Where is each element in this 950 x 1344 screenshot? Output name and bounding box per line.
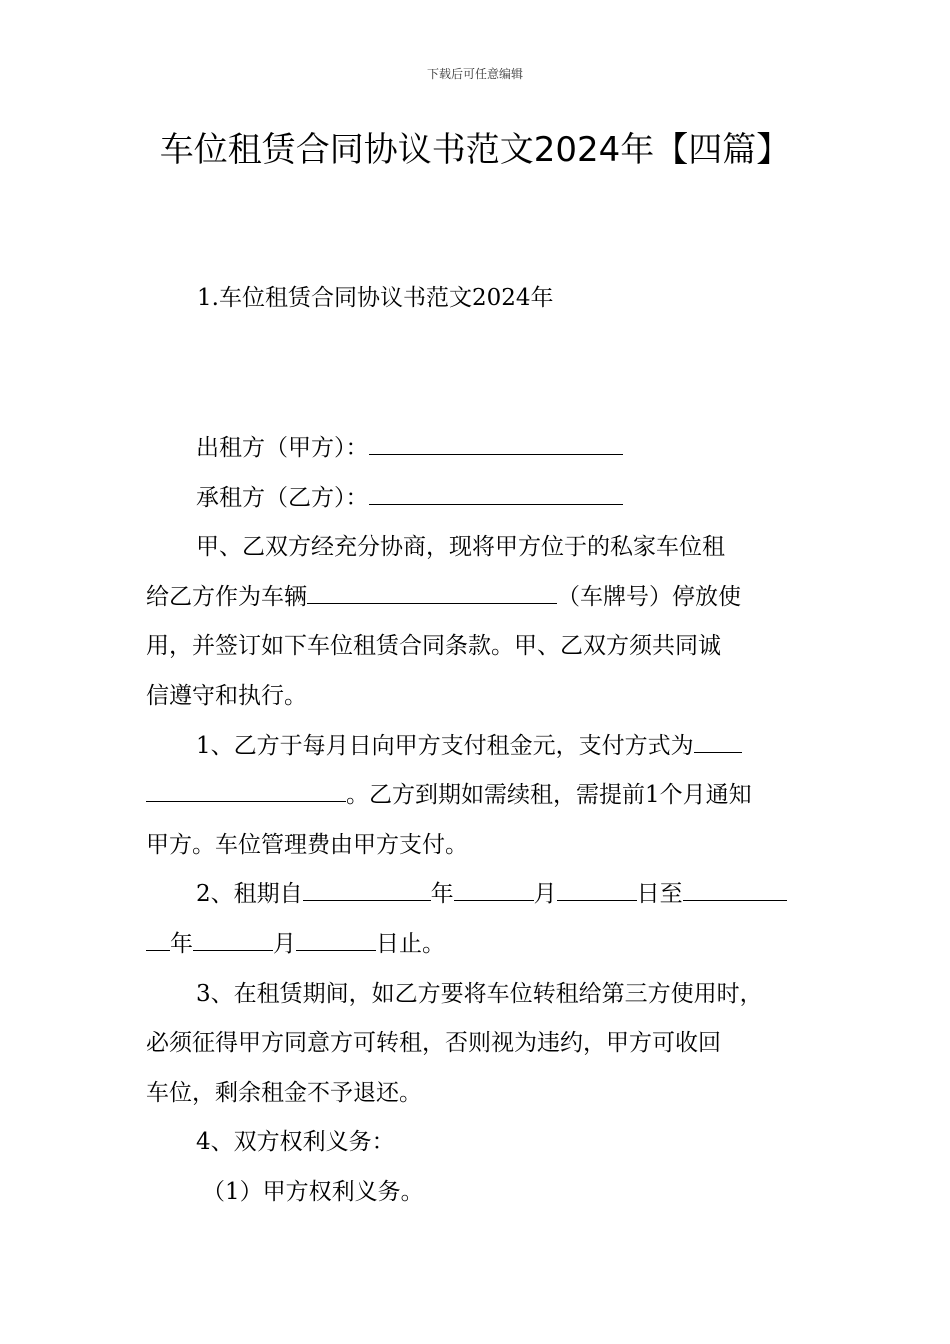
clause1-line-1-text: 1、乙方于每月日向甲方支付租金元，支付方式为: [196, 732, 694, 759]
clause2-line-2: [146, 920, 808, 970]
clause3-line-2: 必须征得甲方同意方可转租，否则视为违约，甲方可收回: [146, 1030, 721, 1057]
end-day-blank: [296, 928, 376, 951]
lessor-blank: [369, 432, 623, 455]
clause2-year-2: 年: [170, 930, 193, 957]
end-year-blank-1: [683, 878, 787, 901]
clause4-heading: 4、双方权利义务：: [196, 1129, 395, 1156]
lessee-label: 承租方（乙方）：: [196, 484, 369, 511]
intro-line-2-post: （车牌号）停放使: [557, 583, 741, 610]
end-year-blank-2: [146, 928, 170, 951]
clause1-line-1: [146, 722, 808, 772]
payment-method-blank-1: [694, 730, 742, 753]
clause2-pre: 2、租期自: [196, 881, 303, 908]
clause2-year: 年: [430, 881, 454, 908]
document-body: [146, 424, 808, 1218]
clause1-line-2: [146, 771, 808, 821]
intro-line-2-pre: 给乙方作为车辆: [146, 583, 307, 610]
clause2-day-to: 日至: [636, 881, 683, 908]
intro-line-3: 用，并签订如下车位租赁合同条款。甲、乙双方须共同诚: [146, 633, 721, 660]
header-note: 下载后可任意编辑: [426, 67, 523, 81]
clause1-line-3: 甲方。车位管理费由甲方支付。: [146, 831, 468, 858]
lessee-line: [146, 474, 808, 524]
clause2-month-2: 月: [273, 930, 296, 957]
lessor-label: 出租方（甲方）：: [196, 435, 369, 461]
page-title: 车位租赁合同协议书范文2024年【四篇】: [159, 130, 791, 170]
start-month-blank: [454, 878, 534, 901]
clause3-line-1: 3、在租赁期间，如乙方要将车位转租给第三方使用时，: [196, 980, 763, 1007]
section-heading: 1.车位租赁合同协议书范文2024年: [197, 285, 554, 311]
sub-clause-1: （1）甲方权利义务。: [202, 1178, 424, 1205]
lessor-line: [146, 424, 808, 474]
lessee-blank: [369, 482, 623, 505]
intro-line-1: 甲、乙双方经充分协商，现将甲方位于的私家车位租: [196, 534, 725, 561]
start-year-blank: [303, 878, 431, 901]
clause2-month: 月: [533, 881, 557, 908]
clause3-line-3: 车位，剩余租金不予退还。: [146, 1079, 422, 1106]
plate-blank: [307, 581, 557, 604]
payment-method-blank-2: [146, 779, 346, 802]
clause1-line-2-text: 。乙方到期如需续租，需提前1个月通知: [346, 782, 752, 809]
intro-line-4: 信遵守和执行。: [146, 682, 307, 709]
clause2-day-end: 日止。: [376, 930, 445, 957]
intro-line-2: [146, 573, 808, 623]
clause2-line-1: [146, 870, 808, 920]
end-month-blank: [193, 928, 273, 951]
start-day-blank: [557, 878, 637, 901]
